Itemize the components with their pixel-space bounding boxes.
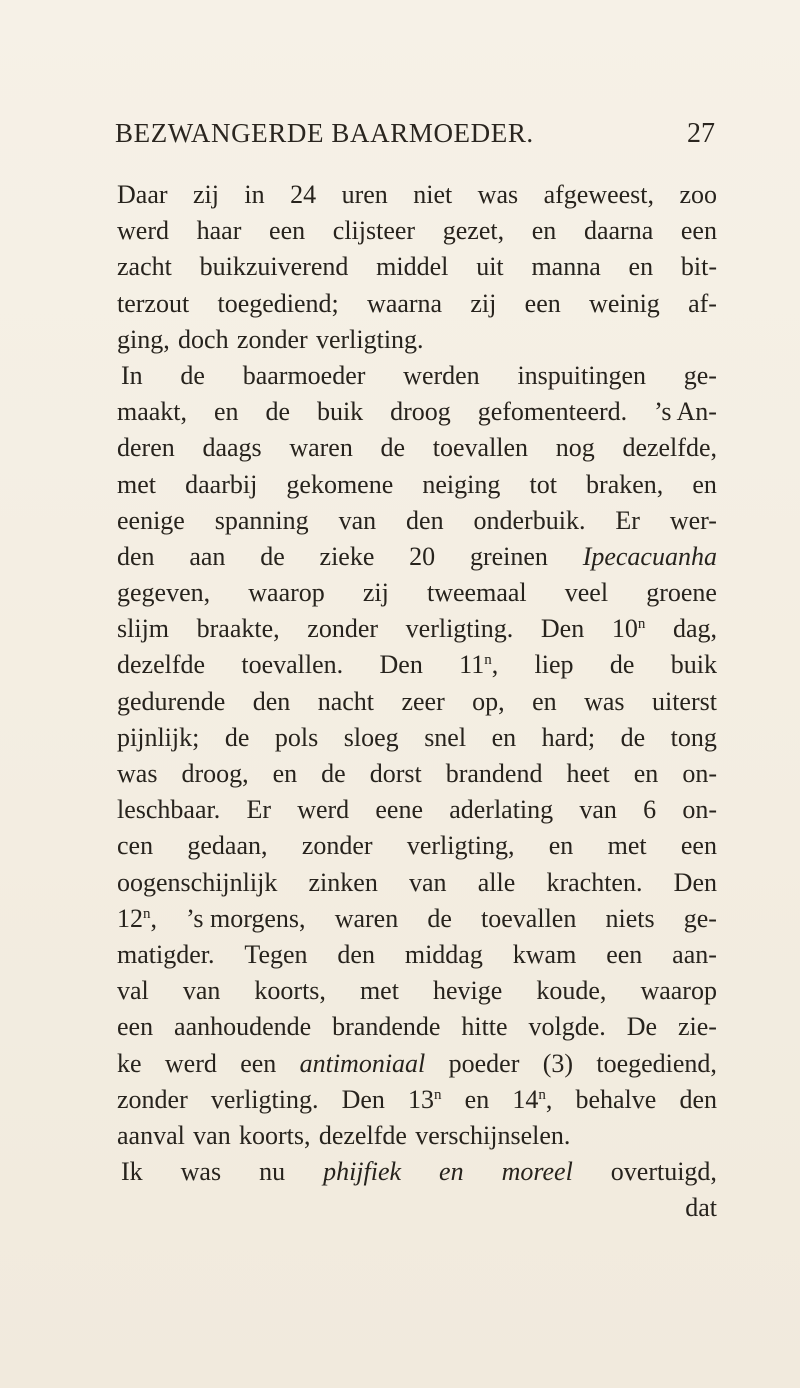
word: middag bbox=[404, 939, 483, 969]
word: brandende bbox=[332, 1012, 441, 1042]
word: van bbox=[338, 505, 377, 535]
word: ging, bbox=[117, 324, 170, 354]
word: de bbox=[224, 722, 250, 752]
word: dezelfde bbox=[117, 650, 206, 680]
word: snel bbox=[424, 722, 467, 752]
text-line bbox=[117, 973, 717, 1009]
word: tot bbox=[529, 469, 557, 499]
word: zoo bbox=[679, 180, 717, 209]
word: met bbox=[607, 831, 647, 861]
word: Tegen bbox=[244, 939, 308, 969]
word: van bbox=[409, 867, 447, 897]
text-line bbox=[117, 1118, 717, 1154]
text-line bbox=[117, 865, 717, 901]
word: liep bbox=[534, 650, 574, 680]
page-header bbox=[115, 118, 715, 158]
word: gegeven, bbox=[117, 578, 211, 608]
word: on- bbox=[682, 795, 717, 825]
word: van bbox=[193, 1120, 231, 1150]
word: toevallen bbox=[481, 903, 577, 933]
word: den bbox=[406, 505, 444, 535]
word: een bbox=[680, 831, 717, 861]
text-line bbox=[117, 756, 717, 792]
text-line bbox=[117, 213, 717, 249]
word: krachten. bbox=[546, 867, 643, 897]
word: Daar bbox=[117, 180, 168, 209]
word: alle bbox=[477, 867, 516, 897]
word: gedurende bbox=[117, 686, 226, 716]
word: manna bbox=[531, 252, 601, 282]
word: zonder bbox=[236, 324, 308, 354]
word: 6 bbox=[643, 795, 657, 825]
word: werd bbox=[297, 795, 350, 825]
word: was bbox=[584, 686, 625, 716]
word: In bbox=[121, 360, 143, 390]
word: weinig bbox=[589, 288, 660, 318]
word: de bbox=[427, 903, 452, 933]
word: een bbox=[606, 939, 643, 969]
word: van bbox=[182, 976, 221, 1006]
word: zie- bbox=[677, 1012, 717, 1042]
running-head: BEZWANGERDE BAARMOEDER. bbox=[115, 118, 534, 148]
text-line bbox=[117, 286, 717, 322]
word: waren bbox=[334, 903, 399, 933]
word: daarbij bbox=[185, 469, 258, 499]
word: verligting. bbox=[210, 1084, 319, 1114]
word: van bbox=[579, 795, 617, 825]
word: verligting. bbox=[315, 324, 424, 354]
word: een bbox=[117, 1012, 154, 1042]
word: Den bbox=[341, 1084, 385, 1114]
word: zieke bbox=[319, 541, 375, 571]
word: nacht bbox=[317, 686, 375, 716]
word: dorst bbox=[369, 759, 422, 788]
word: moreel bbox=[501, 1157, 573, 1187]
word: Den bbox=[379, 650, 423, 680]
word: dat bbox=[685, 1193, 717, 1223]
word: antimoniaal bbox=[299, 1048, 426, 1078]
word: aanval bbox=[117, 1120, 185, 1150]
text-line bbox=[117, 394, 717, 430]
word: toegediend; bbox=[217, 288, 339, 318]
word: ’s morgens, bbox=[186, 903, 306, 933]
word: (3) bbox=[542, 1048, 574, 1078]
word: gezet, bbox=[442, 216, 505, 246]
word: cen bbox=[117, 831, 154, 861]
word: toevallen. bbox=[241, 650, 344, 680]
text-line bbox=[117, 720, 717, 756]
text-line bbox=[117, 647, 717, 683]
text-line bbox=[117, 539, 717, 575]
word: de bbox=[265, 397, 290, 427]
word: verligting. bbox=[405, 614, 514, 644]
text-line bbox=[117, 828, 717, 864]
text-line bbox=[117, 1009, 717, 1045]
text-line bbox=[117, 467, 717, 503]
word: was bbox=[117, 759, 158, 788]
word: 20 bbox=[409, 541, 436, 571]
word: dag, bbox=[672, 614, 717, 644]
word: hevige bbox=[433, 976, 503, 1006]
word: buikzuiverend bbox=[199, 252, 349, 282]
word: tweemaal bbox=[427, 578, 527, 608]
word: eene bbox=[375, 795, 423, 825]
word: toevallen bbox=[432, 433, 529, 463]
word: den bbox=[337, 939, 375, 969]
word: braken, bbox=[586, 469, 664, 499]
word: waarna bbox=[367, 288, 443, 318]
text-line bbox=[117, 937, 717, 973]
text-line bbox=[117, 575, 717, 611]
word: dezelfde bbox=[318, 1120, 407, 1150]
word: behalve bbox=[575, 1084, 657, 1114]
word: bit- bbox=[680, 252, 717, 282]
word: ’s An- bbox=[654, 397, 717, 427]
word: pijnlijk; bbox=[117, 722, 200, 752]
text-line bbox=[117, 358, 717, 394]
word: gedaan, bbox=[187, 831, 268, 861]
word: afgeweest, bbox=[543, 180, 654, 209]
word: was bbox=[477, 180, 519, 209]
word: overtuigd, bbox=[610, 1157, 717, 1187]
text-line bbox=[117, 177, 717, 213]
word: veel bbox=[564, 578, 609, 608]
word: den bbox=[679, 1084, 717, 1114]
word: zij bbox=[192, 180, 219, 209]
word: uren bbox=[341, 180, 388, 209]
word: aanhoudende bbox=[174, 1012, 312, 1042]
word: waarop bbox=[640, 976, 717, 1006]
word: zonder bbox=[117, 1084, 188, 1114]
word: was bbox=[180, 1157, 222, 1187]
word: greinen bbox=[469, 541, 548, 571]
word: zij bbox=[362, 578, 389, 608]
word: en bbox=[531, 216, 557, 246]
word: de bbox=[260, 541, 285, 571]
page-number: 27 bbox=[687, 118, 715, 149]
word: Er bbox=[615, 505, 640, 535]
word: en bbox=[272, 759, 298, 788]
word: droog, bbox=[181, 759, 249, 788]
word: aderlating bbox=[449, 795, 554, 825]
word: buik bbox=[316, 397, 364, 427]
word: werd bbox=[117, 216, 169, 246]
word: koorts, bbox=[239, 1120, 311, 1150]
word: zij bbox=[470, 288, 497, 318]
word: val bbox=[117, 976, 149, 1006]
word: nog bbox=[555, 433, 595, 463]
word: wer- bbox=[669, 505, 717, 535]
word: nu bbox=[259, 1157, 286, 1187]
word: met bbox=[117, 469, 156, 499]
word: ge- bbox=[683, 903, 717, 933]
word: haar bbox=[196, 216, 242, 246]
word: een bbox=[680, 216, 717, 246]
word: koude, bbox=[536, 976, 607, 1006]
word: matigder. bbox=[117, 939, 215, 969]
word: aan bbox=[189, 541, 226, 571]
word: 12$^n$, bbox=[117, 903, 157, 933]
word: braakte, bbox=[196, 614, 280, 644]
word: hard; bbox=[541, 722, 596, 752]
word: Ik bbox=[121, 1157, 143, 1187]
word: sloeg bbox=[343, 722, 399, 752]
word: verligting, bbox=[406, 831, 515, 861]
word: de bbox=[321, 759, 346, 788]
word: poeder bbox=[448, 1048, 520, 1078]
word: baarmoeder bbox=[242, 360, 366, 390]
word: werd bbox=[164, 1048, 217, 1078]
text-line bbox=[117, 611, 717, 647]
word: af- bbox=[688, 288, 717, 318]
word: heet bbox=[566, 759, 610, 788]
word: in bbox=[244, 180, 265, 209]
word: den bbox=[117, 541, 155, 571]
word: slijm bbox=[117, 614, 170, 644]
word: clijsteer bbox=[332, 216, 416, 246]
text-line bbox=[117, 1154, 717, 1190]
word: hitte bbox=[461, 1012, 508, 1042]
text-line bbox=[117, 503, 717, 539]
word: buik bbox=[670, 650, 717, 680]
text-line bbox=[117, 430, 717, 466]
word: koorts, bbox=[254, 976, 326, 1006]
word: een bbox=[240, 1048, 277, 1078]
word: de bbox=[609, 650, 635, 680]
word: oogenschijnlijk bbox=[117, 867, 278, 897]
word: volgde. bbox=[528, 1012, 606, 1042]
word: terzout bbox=[117, 288, 190, 318]
word: dezelfde, bbox=[622, 433, 717, 463]
word: phijfiek bbox=[323, 1157, 402, 1187]
text-line bbox=[117, 901, 717, 937]
word: onderbuik. bbox=[473, 505, 586, 535]
word: gefomenteerd. bbox=[477, 397, 628, 427]
word: zeer bbox=[401, 686, 445, 716]
word: spanning bbox=[214, 505, 309, 535]
word: daarna bbox=[583, 216, 654, 246]
word: uiterst bbox=[651, 686, 717, 716]
word: niets bbox=[605, 903, 655, 933]
word: de bbox=[180, 360, 205, 390]
word: De bbox=[626, 1012, 658, 1042]
word: een bbox=[524, 288, 561, 318]
word: Er bbox=[246, 795, 271, 825]
word: den bbox=[252, 686, 291, 716]
word: en bbox=[213, 397, 239, 427]
word: daags bbox=[202, 433, 262, 463]
word: en bbox=[628, 252, 654, 282]
text-line bbox=[117, 322, 717, 358]
word: de bbox=[620, 722, 646, 752]
word: tong bbox=[670, 722, 717, 752]
word: Ipecacuanha bbox=[582, 541, 717, 571]
word: 13$^n$ bbox=[408, 1084, 442, 1114]
word: 10$^n$ bbox=[611, 614, 646, 644]
word: leschbaar. bbox=[117, 795, 221, 825]
word: en bbox=[464, 1084, 490, 1114]
word: neiging bbox=[422, 469, 501, 499]
word: zacht bbox=[117, 252, 172, 282]
word: 14$^n$, bbox=[512, 1084, 553, 1114]
word: inspuitingen bbox=[517, 360, 646, 390]
word: verschijnselen. bbox=[415, 1120, 571, 1150]
word: en bbox=[548, 831, 574, 861]
word: eenige bbox=[117, 505, 185, 535]
word: en bbox=[491, 722, 517, 752]
word: waren bbox=[289, 433, 353, 463]
word: toegediend, bbox=[596, 1048, 717, 1078]
word: waarop bbox=[248, 578, 325, 608]
word: on- bbox=[682, 759, 717, 788]
word: pols bbox=[274, 722, 319, 752]
word: zinken bbox=[308, 867, 378, 897]
word: Den bbox=[673, 867, 717, 897]
word: en bbox=[532, 686, 557, 716]
word: ge- bbox=[683, 360, 717, 390]
word: met bbox=[359, 976, 399, 1006]
word: groene bbox=[646, 578, 717, 608]
word: maakt, bbox=[117, 397, 188, 427]
word: brandend bbox=[445, 759, 543, 788]
word: middel bbox=[376, 252, 449, 282]
text-line bbox=[117, 1082, 717, 1118]
word: niet bbox=[413, 180, 453, 209]
word: Den bbox=[540, 614, 585, 644]
word: en bbox=[439, 1157, 464, 1187]
word: kwam bbox=[512, 939, 577, 969]
word: 11$^n$, bbox=[459, 650, 499, 680]
word: gekomene bbox=[286, 469, 394, 499]
text-line bbox=[117, 1046, 717, 1082]
word: werden bbox=[403, 360, 480, 390]
body-text bbox=[117, 177, 717, 1226]
word: deren bbox=[117, 433, 175, 463]
word: en bbox=[633, 759, 659, 788]
text-line bbox=[117, 792, 717, 828]
text-line bbox=[117, 1190, 717, 1226]
word: op, bbox=[472, 686, 505, 716]
word: 24 bbox=[290, 180, 317, 209]
word: doch bbox=[178, 324, 229, 354]
word: aan- bbox=[672, 939, 717, 969]
text-line bbox=[117, 684, 717, 720]
word: zonder bbox=[307, 614, 379, 644]
word: uit bbox=[476, 252, 504, 282]
word: en bbox=[692, 469, 717, 499]
word: ke bbox=[117, 1048, 142, 1078]
word: een bbox=[269, 216, 306, 246]
word: de bbox=[380, 433, 406, 463]
word: droog bbox=[390, 397, 451, 427]
word: zonder bbox=[301, 831, 373, 861]
text-line bbox=[117, 249, 717, 285]
